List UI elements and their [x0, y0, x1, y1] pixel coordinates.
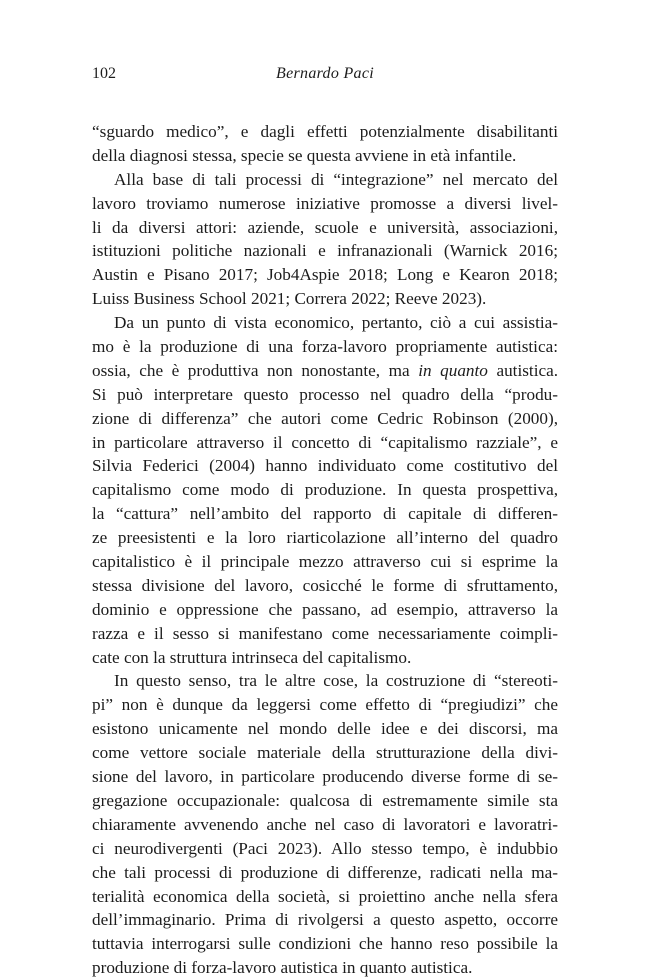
text-line: zione di differenza” che autori come Cedric Robinson (2000), [92, 408, 558, 428]
text-line: stessa divisione del lavoro, cosicché le forme di sfruttamento, [92, 575, 558, 595]
text-line: la “cattura” nell’ambito del rapporto di capitale di differen- [92, 504, 558, 524]
text-line: capitalismo come modo di produzione. In questa prospettiva, [92, 480, 558, 500]
italic-emphasis: in quanto [418, 360, 488, 380]
text-line: pi” non è dunque da leggersi come effetto di “pregiudizi” che [92, 695, 558, 715]
text-line: che tali processi di produzione di differenze, radicati nella ma- [92, 862, 558, 882]
text-line: esistono unicamente nel mondo delle idee e dei discorsi, ma [92, 719, 558, 739]
text-line: sione del lavoro, in particolare producendo diverse forme di se- [92, 767, 558, 787]
text-line: terialità economica della società, si proiettino anche nella sfera [92, 886, 558, 906]
text-line: li da diversi attori: aziende, scuole e università, associazioni, [92, 217, 558, 237]
text-line [92, 359, 558, 383]
text-line: Si può interpretare questo processo nel quadro della “produ- [92, 384, 558, 404]
text-segment: autistica. [496, 360, 559, 380]
page-number: 102 [92, 65, 116, 82]
text-line: chiaramente avvenendo anche nel caso di lavoratori e lavoratri- [92, 814, 558, 834]
text-line: come vettore sociale materiale della strutturazione della divi- [92, 743, 558, 763]
text-line: istituzioni politiche nazionali e infranazionali (Warnick 2016; [92, 241, 558, 261]
text-line: ci neurodivergenti (Paci 2023). Allo stesso tempo, è indubbio [92, 838, 558, 858]
text-line: “sguardo medico”, e dagli effetti potenzialmente disabilitanti [92, 122, 558, 141]
text-line: Luiss Business School 2021; Correra 2022; Reeve 2023). [92, 289, 487, 309]
text-line: dell’immaginario. Prima di rivolgersi a questo aspetto, occorre [92, 910, 558, 930]
text-line: mo è la produzione di una forza-lavoro propriamente autistica: [92, 337, 558, 357]
paragraph-first-line: In questo senso, tra le altre cose, la costruzione di “stereoti- [114, 671, 558, 691]
text-line: produzione di forza-lavoro autistica in quanto autistica. [92, 958, 473, 978]
book-page [92, 58, 558, 980]
text-line: ze preesistenti e la loro riarticolazione all’interno del quadro [92, 528, 558, 548]
paragraph-first-line: Alla base di tali processi di “integrazione” nel mercato del [114, 169, 558, 189]
text-line: dominio e oppressione che passano, ad esempio, attraverso la [92, 599, 558, 619]
text-line: della diagnosi stessa, specie se questa avviene in età infantile. [92, 145, 517, 165]
text-line: cate con la struttura intrinseca del capitalismo. [92, 647, 412, 667]
text-line: razza e il sesso si manifestano come necessariamente coimpli- [92, 623, 558, 643]
paragraph-first-line: Da un punto di vista economico, pertanto, ciò a cui assistia- [114, 313, 558, 333]
text-line: Austin e Pisano 2017; Job4Aspie 2018; Long e Kearon 2018; [92, 265, 558, 285]
text-line: Silvia Federici (2004) hanno individuato come costitutivo del [92, 456, 558, 476]
text-line: gregazione occupazionale: qualcosa di estremamente simile sta [92, 790, 558, 810]
page-header [92, 58, 558, 92]
running-head-author: Bernardo Paci [276, 65, 374, 82]
body-text [92, 120, 558, 980]
text-segment: ossia, che è produttiva non nonostante, ma [92, 360, 410, 380]
text-line: lavoro troviamo numerose iniziative promosse a diversi livel- [92, 193, 558, 213]
text-line: in particolare attraverso il concetto di “capitalismo razziale”, e [92, 432, 558, 452]
text-line: capitalistico è il principale mezzo attraverso cui si esprime la [92, 552, 558, 572]
text-line: tuttavia interrogarsi sulle condizioni che hanno reso possibile la [92, 934, 558, 954]
